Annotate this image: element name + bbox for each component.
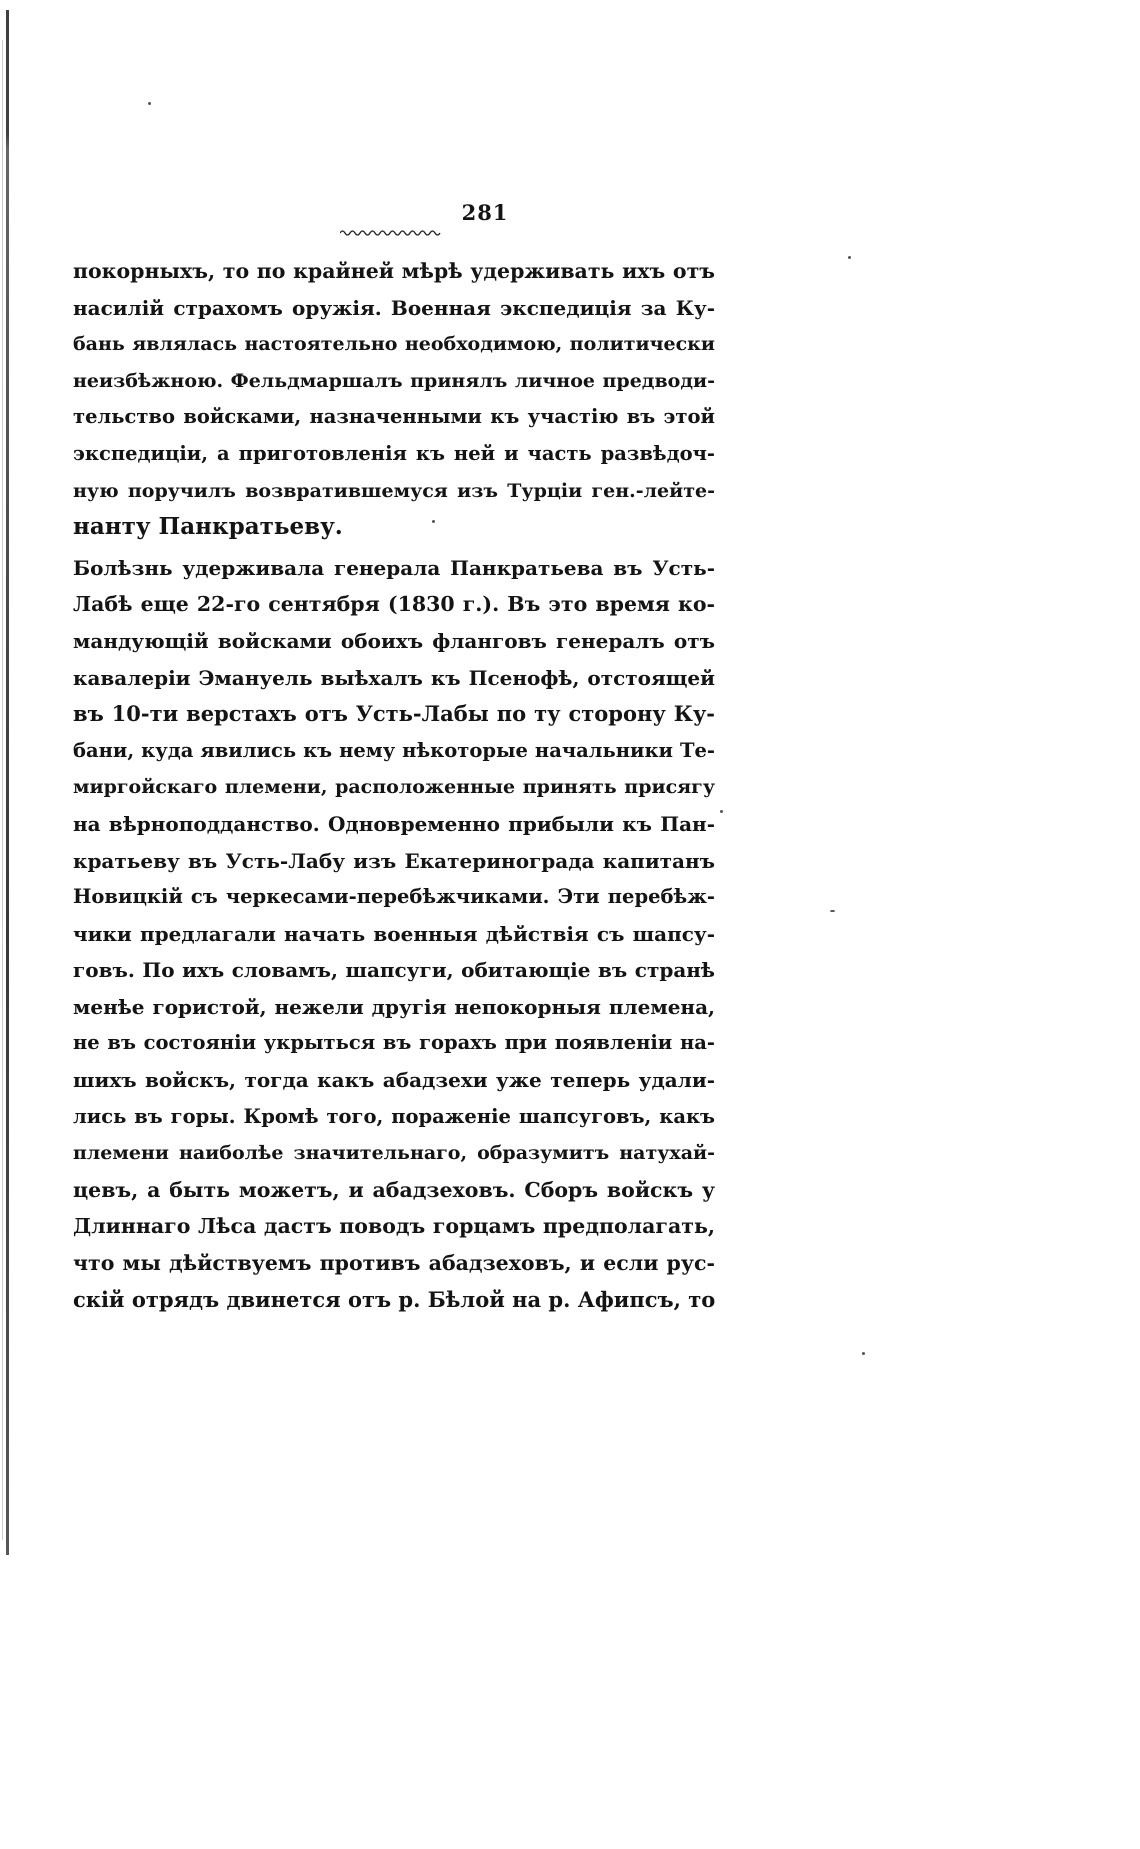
text-line: нанту Панкратьеву. (73, 513, 343, 541)
text-line: миргойскаго племени, расположенные принять присягу (73, 776, 715, 799)
text-line: на вѣрноподданство. Одновременно прибыли къ Пан- (73, 811, 715, 836)
text-line: тельство войсками, назначенными къ участію въ этой (73, 405, 715, 429)
text-line: говъ. По ихъ словамъ, шапсуги, обитающіе въ странѣ (73, 958, 715, 983)
paragraph-2 (73, 550, 715, 1318)
text-line: скій отрядъ двинется отъ р. Бѣлой на р. Афипсъ, то (73, 1286, 716, 1312)
text-line: лись въ горы. Кромѣ того, пораженіе шапсуговъ, какъ (73, 1104, 715, 1128)
text-line: цевъ, а быть можетъ, и абадзеховъ. Сборъ войскъ у (73, 1177, 715, 1202)
text-line: кавалеріи Эмануель выѣхалъ къ Псенофѣ, отстоящей (73, 665, 715, 690)
paragraph-1 (73, 253, 715, 546)
text-line: шихъ войскъ, тогда какъ абадзехи уже теперь удали- (73, 1068, 715, 1093)
text-line: экспедиціи, а приготовленія къ ней и часть развѣдоч- (73, 441, 715, 465)
text-line: бань являлась настоятельно необходимою, политически (73, 333, 715, 356)
text-line: ную поручилъ возвратившемуся изъ Турціи ген.-лейте- (73, 479, 715, 502)
page-number: 281 (461, 200, 509, 225)
body-text (73, 253, 715, 1318)
page-header (0, 200, 970, 225)
scan-binding-edge (6, 10, 9, 1555)
text-line: мандующій войсками обоихъ фланговъ генералъ отъ (73, 628, 715, 653)
text-line: кратьеву въ Усть-Лабу изъ Екатеринограда капитанъ (73, 848, 715, 873)
scan-edge-faint-line (2, 40, 3, 1540)
text-line: что мы дѣйствуемъ противъ абадзеховъ, и если рус- (73, 1251, 715, 1276)
text-line: племени наиболѣе значительнаго, образумитъ натухай- (73, 1142, 715, 1165)
text-line: чики предлагали начать военныя дѣйствія съ шапсу- (73, 921, 715, 946)
text-line: въ 10-ти верстахъ отъ Усть-Лабы по ту сторону Ку- (73, 701, 715, 727)
scan-speck (720, 810, 723, 813)
text-line: Новицкій съ черкесами-перебѣжчиками. Эти перебѣж- (73, 885, 715, 909)
text-line: Болѣзнь удерживала генерала Панкратьева въ Усть- (73, 555, 715, 580)
text-line: насилій страхомъ оружія. Военная экспедиція за Ку- (73, 295, 715, 320)
scan-speck (830, 910, 835, 912)
text-line: неизбѣжною. Фельдмаршалъ принялъ личное предводи- (73, 369, 715, 392)
text-line: Длиннаго Лѣса дастъ поводъ горцамъ предполагать, (73, 1214, 715, 1239)
text-line: бани, куда явились къ нему нѣкоторые начальники Те- (73, 738, 715, 762)
scan-speck (848, 256, 851, 259)
text-line: покорныхъ, то по крайней мѣрѣ удерживать ихъ отъ (73, 259, 715, 283)
text-line: не въ состояніи укрыться въ горахъ при появленіи на- (73, 1031, 715, 1055)
text-line: менѣе гористой, нежели другія непокорныя племена, (73, 994, 715, 1019)
scan-speck (862, 1352, 865, 1355)
scan-speck (148, 102, 151, 105)
wavy-rule-ornament (340, 229, 442, 237)
text-line: Лабѣ еще 22-го сентября (1830 г.). Въ это время ко- (73, 592, 715, 617)
